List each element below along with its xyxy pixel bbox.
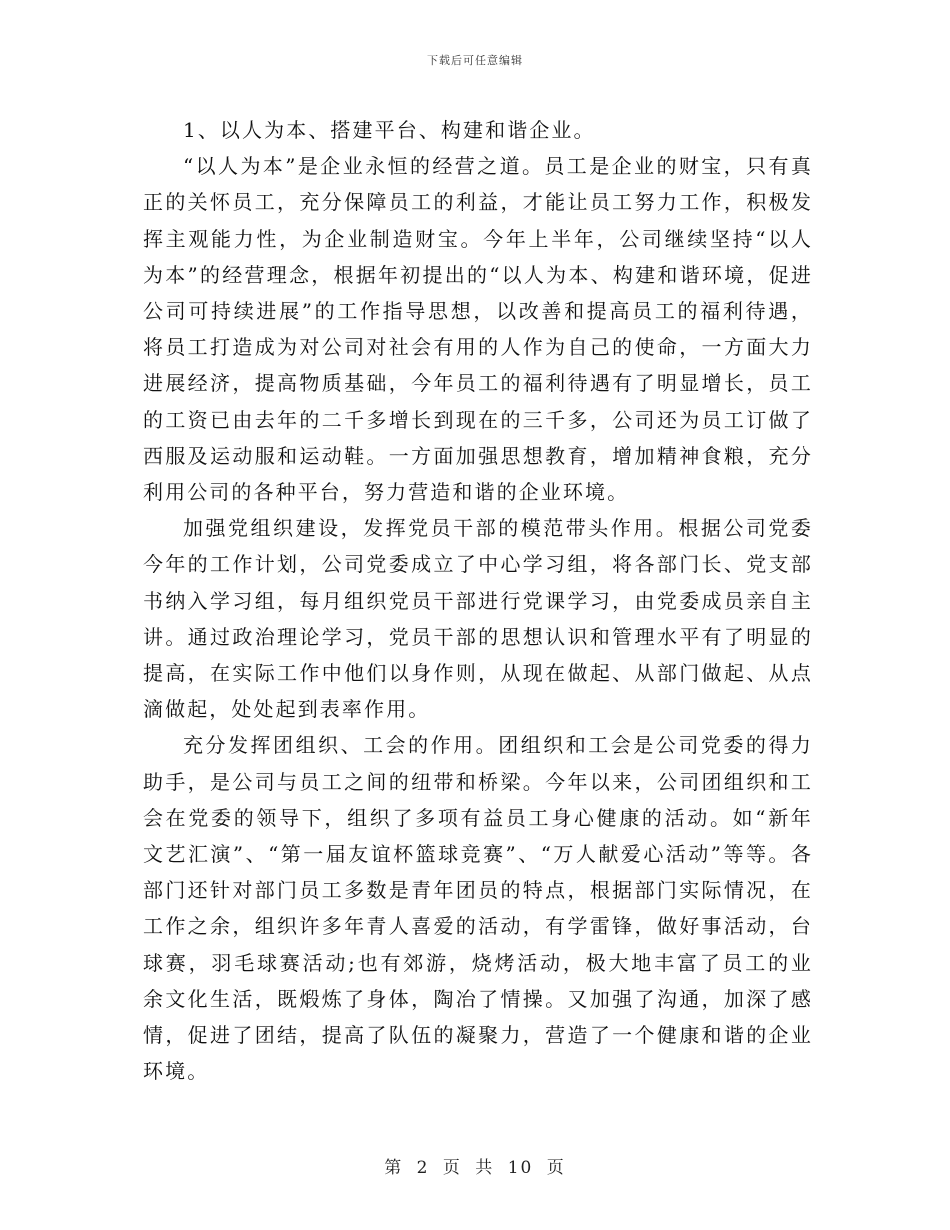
page-number: 第 2 页 共 10 页 xyxy=(384,1158,566,1178)
paragraph-league-union: 充分发挥团组织、工会的作用。团组织和工会是公司党委的得力助手，是公司与员工之间的纽带和桥梁。今年以来，公司团组织和工会在党委的领导下，组织了多项有益员工身心健康的活动。如“新年文艺汇演”、“第一届友谊杯篮球竞赛”、“万人献爱心活动”等等。各部门还针对部门员工多数是青年团员的特点，根据部门实际情况，在工作之余，组织许多年青人喜爱的活动，有学雷锋，做好事活动，台球赛，羽毛球赛活动;也有郊游，烧烤活动，极大地丰富了员工的业余文化生活，既煅炼了身体，陶冶了情操。又加强了沟通，加深了感情，促进了团结，提高了队伍的凝聚力，营造了一个健康和谐的企业环境。 xyxy=(143,733,813,1084)
document-body xyxy=(143,112,813,1089)
paragraph-party-building: 加强党组织建设，发挥党员干部的模范带头作用。根据公司党委今年的工作计划，公司党委成立了中心学习组，将各部门长、党支部书纳入学习组，每月组织党员干部进行党课学习，由党委成员亲自主讲。通过政治理论学习，党员干部的思想认识和管理水平有了明显的提高，在实际工作中他们以身作则，从现在做起、从部门做起、从点滴做起，处处起到表率作用。 xyxy=(143,516,813,722)
paragraph-people-oriented: “以人为本”是企业永恒的经营之道。员工是企业的财宝，只有真正的关怀员工，充分保障员工的利益，才能让员工努力工作，积极发挥主观能力性，为企业制造财宝。今年上半年，公司继续坚持“以人为本”的经营理念，根据年初提出的“以人为本、构建和谐环境，促进公司可持续进展”的工作指导思想，以改善和提高员工的福利待遇，将员工打造成为对公司对社会有用的人作为自己的使命，一方面大力进展经济，提高物质基础，今年员工的福利待遇有了明显增长，员工的工资已由去年的二千多增长到现在的三千多，公司还为员工订做了西服及运动服和运动鞋。一方面加强思想教育，增加精神食粮，充分利用公司的各种平台，努力营造和谐的企业环境。 xyxy=(143,154,813,505)
page-header: 下载后可任意编辑 xyxy=(427,54,523,67)
section-heading: 1、以人为本、搭建平台、构建和谐企业。 xyxy=(183,118,596,142)
